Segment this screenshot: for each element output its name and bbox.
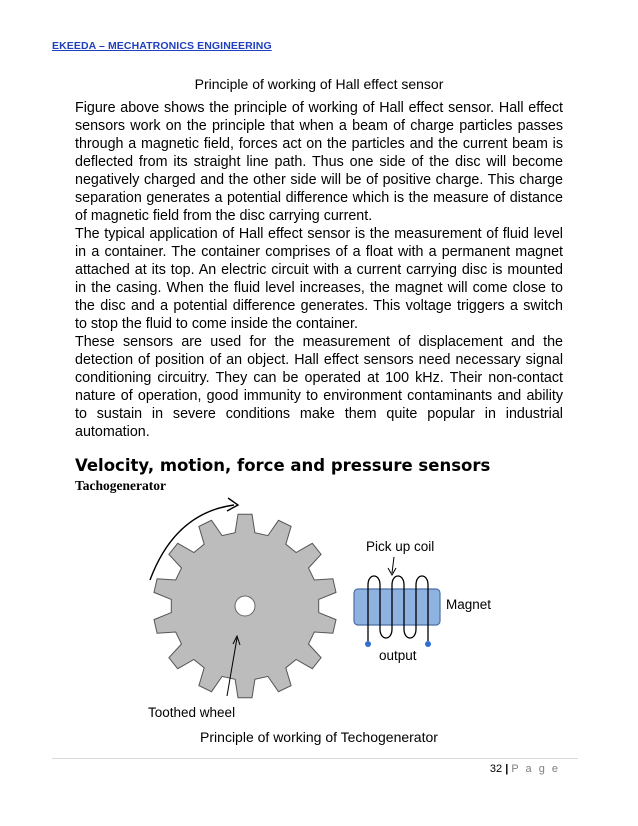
figure-caption-tachogenerator: Principle of working of Techogenerator (200, 729, 438, 745)
header-brand: EKEEDA – MECHATRONICS ENGINEERING (52, 40, 272, 52)
toothed-wheel (154, 514, 336, 697)
paragraph-hall-application: The typical application of Hall effect sensor is the measurement of fluid level in a container. The container comprises of a float with a permanent magnet attached at its top. An electric circuit with a current carrying disc is mounted in the casing. When the fluid level increases, the magnet will come close to the disc and a potential difference generates. This voltage triggers a switch to stop the fluid to come inside the container. (75, 226, 563, 332)
label-output: output (379, 648, 417, 663)
section-heading: Velocity, motion, force and pressure sensors (75, 456, 491, 475)
label-magnet: Magnet (446, 597, 492, 612)
output-terminal-right (425, 641, 431, 647)
footer-divider (52, 758, 578, 759)
magnet-bar (354, 589, 440, 625)
tachogenerator-diagram (130, 493, 510, 725)
rotation-arrowhead (227, 498, 238, 511)
page-word: P a g e (511, 763, 560, 775)
paragraph-hall-uses: These sensors are used for the measurement of displacement and the detection of position of an object. Hall effect sensors need necessary signal conditioning circuitry. They can be operated at 100 kHz. Their non-contact nature of operation, good immunity to environment contaminants and ability to sustain in severe conditions make them quite popular in industrial automation. (75, 334, 563, 440)
page-number: 32 (489, 763, 503, 775)
figure-caption-hall-effect: Principle of working of Hall effect sensor (194, 76, 444, 92)
sub-heading-tachogenerator: Tachogenerator (75, 478, 166, 493)
body-text (75, 99, 563, 441)
page-separator: | (505, 763, 509, 775)
label-pickup-coil: Pick up coil (366, 539, 435, 554)
pickup-coil-pointer (392, 557, 394, 573)
paragraph-hall-principle: Figure above shows the principle of working of Hall effect sensor. Hall effect sensors work on the principle that when a beam of charge particles passes through a magnetic field, forces act on the particles and the current beam is deflected from its straight line path. Thus one side of the disc will become negatively charged and the other side will be of positive charge. This charge separation generates a potential difference which is the measure of distance of magnetic field from the disc carrying current. (75, 100, 563, 224)
output-terminal-left (365, 641, 371, 647)
wheel-hub (235, 596, 255, 616)
label-toothed-wheel: Toothed wheel (148, 705, 236, 720)
page-footer (490, 763, 560, 775)
